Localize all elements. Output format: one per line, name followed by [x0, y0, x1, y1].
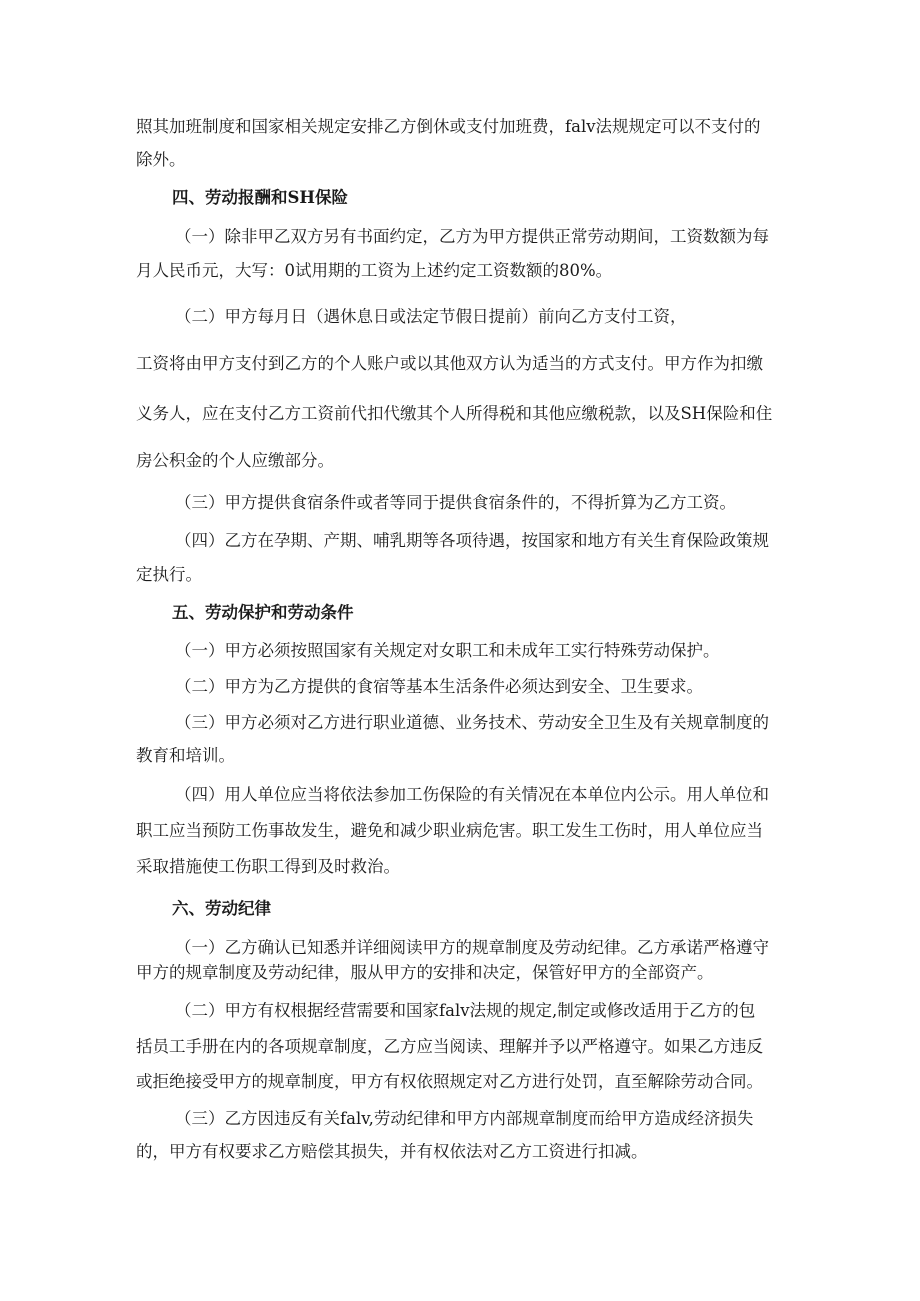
section-heading: 四、劳动报酬和SH保险: [172, 188, 349, 207]
paragraph-line: （三）乙方因违反有关falv,劳动纪律和甲方内部规章制度而给甲方造成经济损失: [175, 1109, 754, 1128]
paragraph-line: （二）甲方有权根据经营需要和国家falv法规的规定,制定或修改适用于乙方的包: [175, 1001, 756, 1020]
paragraph-line: （一）除非甲乙双方另有书面约定，乙方为甲方提供正常劳动期间，工资数额为每: [175, 227, 769, 246]
paragraph-line: 除外。: [136, 150, 186, 169]
section-heading: 六、劳动纪律: [172, 899, 271, 918]
paragraph-line: （三）甲方必须对乙方进行职业道德、业务技术、劳动安全卫生及有关规章制度的: [175, 713, 769, 732]
paragraph-line: （三）甲方提供食宿条件或者等同于提供食宿条件的，不得折算为乙方工资。: [175, 493, 736, 512]
paragraph-line: 采取措施使工伤职工得到及时救治。: [136, 857, 400, 876]
section-heading: 五、劳动保护和劳动条件: [172, 603, 354, 622]
paragraph-line: 定执行。: [136, 565, 202, 584]
paragraph-line: 工资将由甲方支付到乙方的个人账户或以其他双方认为适当的方式支付。甲方作为扣缴: [136, 354, 763, 373]
paragraph-line: 职工应当预防工伤事故发生，避免和减少职业病危害。职工发生工伤时，用人单位应当: [136, 821, 763, 840]
paragraph-line: （一）甲方必须按照国家有关规定对女职工和未成年工实行特殊劳动保护。: [175, 641, 720, 660]
paragraph-line: 房公积金的个人应缴部分。: [136, 451, 334, 470]
paragraph-line: 教育和培训。: [136, 746, 235, 765]
paragraph-line: （二）甲方每月日（遇休息日或法定节假日提前）前向乙方支付工资，: [175, 307, 687, 326]
paragraph-line: （一）乙方确认已知悉并详细阅读甲方的规章制度及劳动纪律。乙方承诺严格遵守: [175, 938, 769, 957]
paragraph-line: 甲方的规章制度及劳动纪律，服从甲方的安排和决定，保管好甲方的全部资产。: [136, 963, 714, 982]
paragraph-line: （四）用人单位应当将依法参加工伤保险的有关情况在本单位内公示。用人单位和: [175, 785, 769, 804]
paragraph-line: 义务人，应在支付乙方工资前代扣代缴其个人所得税和其他应缴税款，以及SH保险和住: [136, 404, 773, 423]
paragraph-line: 照其加班制度和国家相关规定安排乙方倒休或支付加班费，falv法规规定可以不支付的: [136, 117, 761, 136]
paragraph-line: 的，甲方有权要求乙方赔偿其损失，并有权依法对乙方工资进行扣减。: [136, 1142, 648, 1161]
paragraph-line: （二）甲方为乙方提供的食宿等基本生活条件必须达到安全、卫生要求。: [175, 677, 703, 696]
paragraph-line: 括员工手册在内的各项规章制度，乙方应当阅读、理解并予以严格遵守。如果乙方违反: [136, 1037, 763, 1056]
paragraph-line: 或拒绝接受甲方的规章制度，甲方有权依照规定对乙方进行处罚，直至解除劳动合同。: [136, 1072, 763, 1091]
paragraph-line: 月人民币元，大写：0试用期的工资为上述约定工资数额的80%。: [136, 261, 613, 280]
paragraph-line: （四）乙方在孕期、产期、哺乳期等各项待遇，按国家和地方有关生育保险政策规: [175, 531, 769, 550]
